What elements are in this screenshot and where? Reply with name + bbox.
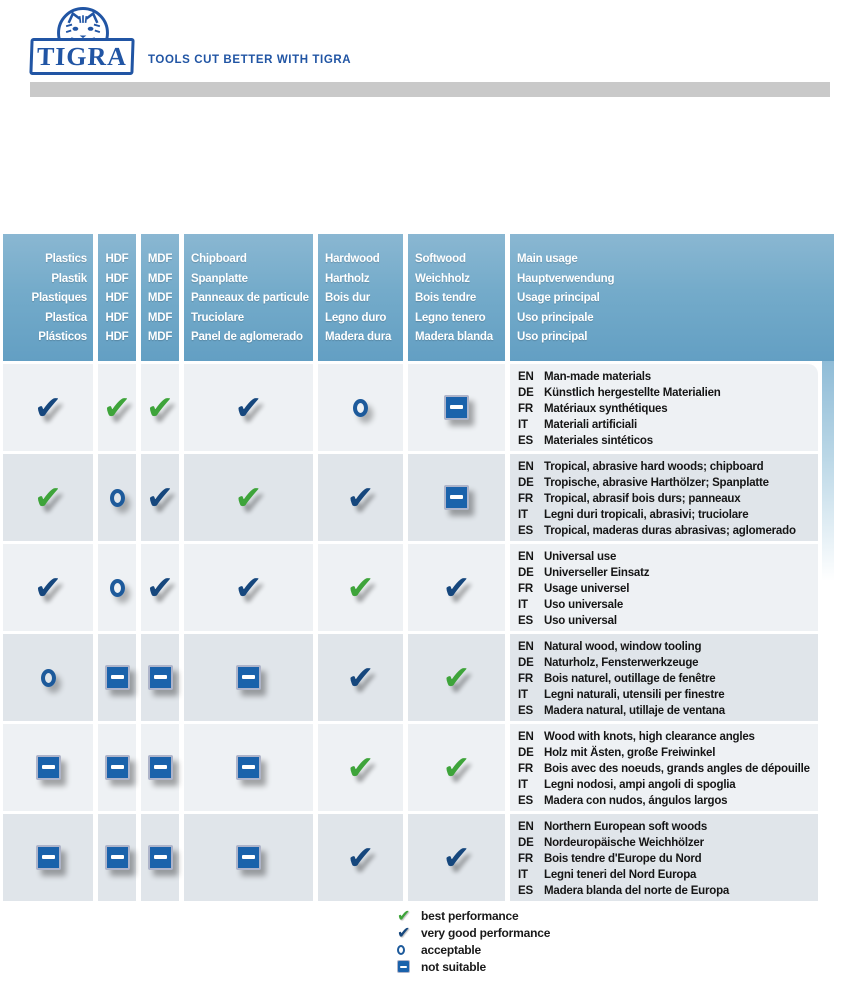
usage-line (518, 639, 810, 655)
column-header-line: Panel de aglomerado (191, 331, 303, 343)
acceptable-circle-icon (110, 579, 125, 597)
not-suitable-square-icon (105, 755, 130, 780)
usage-lang-label: IT (518, 779, 528, 791)
very-good-check-icon: ✔ (146, 568, 174, 607)
usage-line (518, 385, 810, 401)
not-suitable-square-icon (236, 755, 261, 780)
minus-glyph (42, 765, 55, 769)
usage-lang-label: EN (518, 551, 534, 563)
usage-line (518, 883, 810, 899)
usage-line (518, 401, 810, 417)
usage-line (518, 777, 810, 793)
usage-text: Holz mit Ästen, große Freiwinkel (544, 747, 716, 759)
rating-cell-mdf (141, 724, 179, 811)
acceptable-circle-icon (41, 669, 56, 687)
usage-text: Madera con nudos, ángulos largos (544, 795, 728, 807)
column-header-line: Madera dura (325, 331, 392, 343)
minus-glyph (450, 405, 463, 409)
usage-text: Bois avec des noeuds, grands angles de dépouille (544, 763, 810, 775)
column-header-line: Uso principal (517, 331, 588, 343)
usage-text: Man-made materials (544, 371, 651, 383)
logo-wordmark: TIGRA (36, 41, 128, 71)
column-header-line: MDF (147, 292, 173, 304)
usage-line (518, 655, 810, 671)
usage-line (518, 475, 810, 491)
best-performance-check-icon: ✔ (346, 748, 375, 787)
not-suitable-square-icon (148, 665, 173, 690)
rating-cell-plastics (3, 634, 93, 721)
table-header-row (3, 234, 834, 361)
usage-line (518, 671, 810, 687)
usage-text: Legni nodosi, ampi angoli di spoglia (544, 779, 736, 791)
column-header-chipboard (184, 234, 313, 361)
rating-cell-plastics (3, 724, 93, 811)
usage-line (518, 687, 810, 703)
best-performance-check-icon: ✔ (397, 905, 411, 925)
not-suitable-square-icon (36, 755, 61, 780)
usage-lang-label: EN (518, 461, 534, 473)
usage-line (518, 793, 810, 809)
usage-text: Tropical, abrasif bois durs; panneaux (544, 493, 741, 505)
usage-line (518, 851, 810, 867)
column-header-line: HDF (105, 272, 129, 285)
usage-lang-label: FR (518, 583, 533, 595)
usage-lang-label: DE (518, 837, 534, 849)
rating-cell-softwood (408, 634, 505, 721)
minus-glyph (111, 855, 124, 859)
usage-lang-label: ES (518, 525, 533, 537)
usage-text: Universeller Einsatz (544, 567, 650, 579)
very-good-check-icon: ✔ (346, 838, 375, 877)
legend-label: very good performance (421, 925, 551, 940)
usage-text: Nordeuropäische Weichhölzer (544, 837, 704, 849)
column-header-line: HDF (105, 253, 129, 265)
not-suitable-square-icon (148, 845, 173, 870)
column-header-line: Uso principale (517, 311, 594, 324)
column-header-line: Plastiques (31, 292, 87, 304)
minus-glyph (154, 675, 167, 679)
usage-lang-label: FR (518, 763, 533, 775)
not-suitable-square-icon (105, 845, 130, 870)
usage-text: Legni duri tropicali, abrasivi; truciolare (544, 509, 749, 521)
column-header-line: Plastik (51, 272, 87, 285)
not-suitable-square-icon (397, 960, 410, 973)
column-header-softwood (408, 234, 505, 361)
legend-item (397, 958, 550, 975)
very-good-check-icon: ✔ (442, 838, 471, 877)
usage-lang-label: ES (518, 885, 533, 897)
minus-glyph (400, 966, 407, 968)
usage-line (518, 459, 810, 475)
usage-lang-label: FR (518, 853, 533, 865)
rating-cell-plastics (3, 814, 93, 901)
tigra-logo (30, 6, 138, 76)
legend-label: not suitable (421, 959, 486, 974)
column-header-line: Weichholz (415, 272, 470, 285)
rating-cell-hdf (98, 634, 136, 721)
usage-text: Künstlich hergestellte Materialien (544, 387, 721, 399)
usage-line (518, 745, 810, 761)
rating-cell-chipboard (184, 634, 313, 721)
usage-text: Bois tendre d'Europe du Nord (544, 853, 702, 865)
very-good-check-icon: ✔ (34, 388, 62, 427)
column-header-line: Legno duro (325, 311, 387, 324)
usage-lang-label: ES (518, 705, 533, 717)
usage-line (518, 597, 810, 613)
rating-cell-mdf (141, 634, 179, 721)
usage-text: Naturholz, Fensterwerkzeuge (544, 657, 699, 669)
not-suitable-square-icon (236, 845, 261, 870)
usage-lang-label: IT (518, 419, 528, 431)
minus-glyph (242, 855, 255, 859)
rating-cell-hardwood (318, 814, 403, 901)
usage-text: Materiali artificiali (544, 419, 637, 431)
logo-wordmark-box (29, 38, 134, 75)
rating-cell-chipboard (184, 454, 313, 541)
rating-cell-chipboard (184, 544, 313, 631)
usage-lang-label: EN (518, 371, 534, 383)
brand-tagline: TOOLS CUT BETTER WITH TIGRA (148, 54, 352, 66)
usage-line (518, 729, 810, 745)
usage-line (518, 523, 810, 539)
column-header-line: HDF (105, 311, 129, 324)
very-good-check-icon: ✔ (34, 568, 62, 607)
usage-line (518, 369, 810, 385)
column-header-line: Chipboard (191, 253, 247, 265)
minus-glyph (111, 765, 124, 769)
column-header-line: Madera blanda (415, 331, 493, 343)
best-performance-check-icon: ✔ (234, 478, 263, 517)
usage-line (518, 835, 810, 851)
column-header-line: Legno tenero (415, 311, 486, 324)
rating-cell-softwood (408, 814, 505, 901)
usage-text: Tropische, abrasive Harthölzer; Spanplatte (544, 477, 769, 489)
usage-line (518, 761, 810, 777)
rating-cell-hardwood (318, 544, 403, 631)
rating-cell-plastics (3, 364, 93, 451)
column-header-line: Truciolare (191, 311, 244, 324)
not-suitable-square-icon (444, 485, 469, 510)
best-performance-check-icon: ✔ (346, 568, 375, 607)
best-performance-check-icon: ✔ (34, 478, 62, 517)
best-performance-check-icon: ✔ (103, 388, 131, 427)
usage-lang-label: EN (518, 641, 534, 653)
usage-text: Uso universal (544, 615, 617, 627)
usage-cell (510, 454, 818, 541)
column-header-hdf (98, 234, 136, 361)
legend-icon-wrap (397, 945, 421, 955)
very-good-check-icon: ✔ (397, 922, 411, 942)
legend-item (397, 907, 550, 924)
column-header-line: Hardwood (325, 253, 380, 265)
column-header-line: Spanplatte (191, 272, 248, 285)
usage-text: Matériaux synthétiques (544, 403, 668, 415)
column-header-line: MDF (147, 253, 173, 265)
legend (397, 907, 550, 975)
rating-cell-hardwood (318, 724, 403, 811)
rating-cell-softwood (408, 544, 505, 631)
usage-text: Wood with knots, high clearance angles (544, 731, 755, 743)
legend-icon-wrap (397, 905, 421, 925)
best-performance-check-icon: ✔ (442, 748, 471, 787)
usage-text: Northern European soft woods (544, 821, 708, 833)
usage-text: Legni naturali, utensili per finestre (544, 689, 725, 701)
minus-glyph (450, 495, 463, 499)
column-header-line: Hartholz (325, 272, 370, 285)
rating-cell-hdf (98, 724, 136, 811)
usage-text: Tropical, maderas duras abrasivas; aglomerado (544, 525, 796, 537)
not-suitable-square-icon (148, 755, 173, 780)
very-good-check-icon: ✔ (146, 478, 174, 517)
usage-line (518, 613, 810, 629)
usage-text: Natural wood, window tooling (544, 641, 702, 653)
usage-lang-label: IT (518, 509, 528, 521)
usage-lang-label: ES (518, 615, 533, 627)
usage-line (518, 549, 810, 565)
usage-text: Materiales sintéticos (544, 435, 653, 447)
usage-lang-label: ES (518, 435, 533, 447)
usage-text: Tropical, abrasive hard woods; chipboard (544, 461, 764, 473)
rating-cell-softwood (408, 364, 505, 451)
usage-line (518, 417, 810, 433)
usage-cell (510, 544, 818, 631)
minus-glyph (154, 855, 167, 859)
usage-line (518, 433, 810, 449)
not-suitable-square-icon (36, 845, 61, 870)
minus-glyph (154, 765, 167, 769)
rating-cell-mdf (141, 544, 179, 631)
usage-cell (510, 364, 818, 451)
usage-lang-label: DE (518, 477, 534, 489)
usage-cell (510, 634, 818, 721)
rating-cell-hdf (98, 544, 136, 631)
very-good-check-icon: ✔ (234, 388, 263, 427)
rating-cell-mdf (141, 364, 179, 451)
very-good-check-icon: ✔ (442, 568, 471, 607)
column-header-line: Plastics (45, 253, 87, 265)
usage-text: Bois naturel, outillage de fenêtre (544, 673, 716, 685)
usage-line (518, 867, 810, 883)
usage-text: Usage universel (544, 583, 630, 595)
rating-cell-plastics (3, 544, 93, 631)
usage-lang-label: ES (518, 795, 533, 807)
legend-icon-wrap (397, 960, 421, 973)
minus-glyph (242, 765, 255, 769)
column-header-line: Hauptverwendung (517, 272, 615, 285)
rating-cell-mdf (141, 814, 179, 901)
column-header-line: Plastica (45, 311, 87, 324)
usage-line (518, 507, 810, 523)
minus-glyph (42, 855, 55, 859)
very-good-check-icon: ✔ (234, 568, 263, 607)
right-edge-gradient (822, 361, 834, 581)
rating-cell-chipboard (184, 364, 313, 451)
rating-cell-plastics (3, 454, 93, 541)
material-suitability-table (3, 234, 834, 901)
usage-text: Madera blanda del norte de Europa (544, 885, 730, 897)
acceptable-circle-icon (353, 399, 368, 417)
column-header-plastics (3, 234, 93, 361)
usage-line (518, 703, 810, 719)
rating-cell-chipboard (184, 814, 313, 901)
rating-cell-hdf (98, 364, 136, 451)
not-suitable-square-icon (105, 665, 130, 690)
very-good-check-icon: ✔ (346, 478, 375, 517)
usage-lang-label: EN (518, 821, 534, 833)
usage-text: Universal use (544, 551, 617, 563)
usage-line (518, 581, 810, 597)
usage-lang-label: IT (518, 869, 528, 881)
usage-lang-label: DE (518, 747, 534, 759)
legend-icon-wrap (397, 922, 421, 942)
usage-lang-label: IT (518, 689, 528, 701)
acceptable-circle-icon (110, 489, 125, 507)
usage-cell (510, 814, 818, 901)
usage-text: Legni teneri del Nord Europa (544, 869, 697, 881)
minus-glyph (242, 675, 255, 679)
best-performance-check-icon: ✔ (442, 658, 471, 697)
rating-cell-softwood (408, 454, 505, 541)
usage-lang-label: EN (518, 731, 534, 743)
column-header-line: Plásticos (38, 331, 87, 343)
column-header-line: MDF (147, 272, 173, 285)
table-body (3, 364, 834, 901)
column-header-line: Bois tendre (415, 292, 477, 304)
legend-label: best performance (421, 908, 519, 923)
legend-label: acceptable (421, 942, 482, 957)
legend-item (397, 924, 550, 941)
divider-bar (30, 82, 830, 97)
column-header-mdf (141, 234, 179, 361)
very-good-check-icon: ✔ (346, 658, 375, 697)
usage-lang-label: DE (518, 567, 534, 579)
rating-cell-softwood (408, 724, 505, 811)
usage-text: Madera natural, utillaje de ventana (544, 705, 725, 717)
column-header-main-usage (510, 234, 834, 361)
column-header-line: MDF (147, 331, 173, 343)
rating-cell-mdf (141, 454, 179, 541)
column-header-line: Panneaux de particule (191, 292, 309, 304)
rating-cell-hardwood (318, 364, 403, 451)
column-header-line: MDF (147, 311, 173, 324)
usage-lang-label: DE (518, 387, 534, 399)
rating-cell-hdf (98, 814, 136, 901)
column-header-line: Softwood (415, 253, 466, 265)
column-header-line: HDF (105, 331, 129, 343)
usage-line (518, 819, 810, 835)
rating-cell-chipboard (184, 724, 313, 811)
best-performance-check-icon: ✔ (146, 388, 174, 427)
legend-item (397, 941, 550, 958)
usage-text: Uso universale (544, 599, 624, 611)
rating-cell-hdf (98, 454, 136, 541)
usage-lang-label: FR (518, 673, 533, 685)
column-header-line: Usage principal (517, 292, 600, 304)
rating-cell-hardwood (318, 634, 403, 721)
column-header-line: Main usage (517, 253, 578, 265)
not-suitable-square-icon (236, 665, 261, 690)
usage-lang-label: FR (518, 493, 533, 505)
usage-lang-label: DE (518, 657, 534, 669)
rating-cell-hardwood (318, 454, 403, 541)
acceptable-circle-icon (397, 945, 405, 955)
usage-lang-label: FR (518, 403, 533, 415)
usage-line (518, 565, 810, 581)
column-header-hardwood (318, 234, 403, 361)
usage-line (518, 491, 810, 507)
minus-glyph (111, 675, 124, 679)
usage-lang-label: IT (518, 599, 528, 611)
column-header-line: HDF (105, 292, 129, 304)
not-suitable-square-icon (444, 395, 469, 420)
usage-cell (510, 724, 818, 811)
column-header-line: Bois dur (325, 292, 371, 304)
